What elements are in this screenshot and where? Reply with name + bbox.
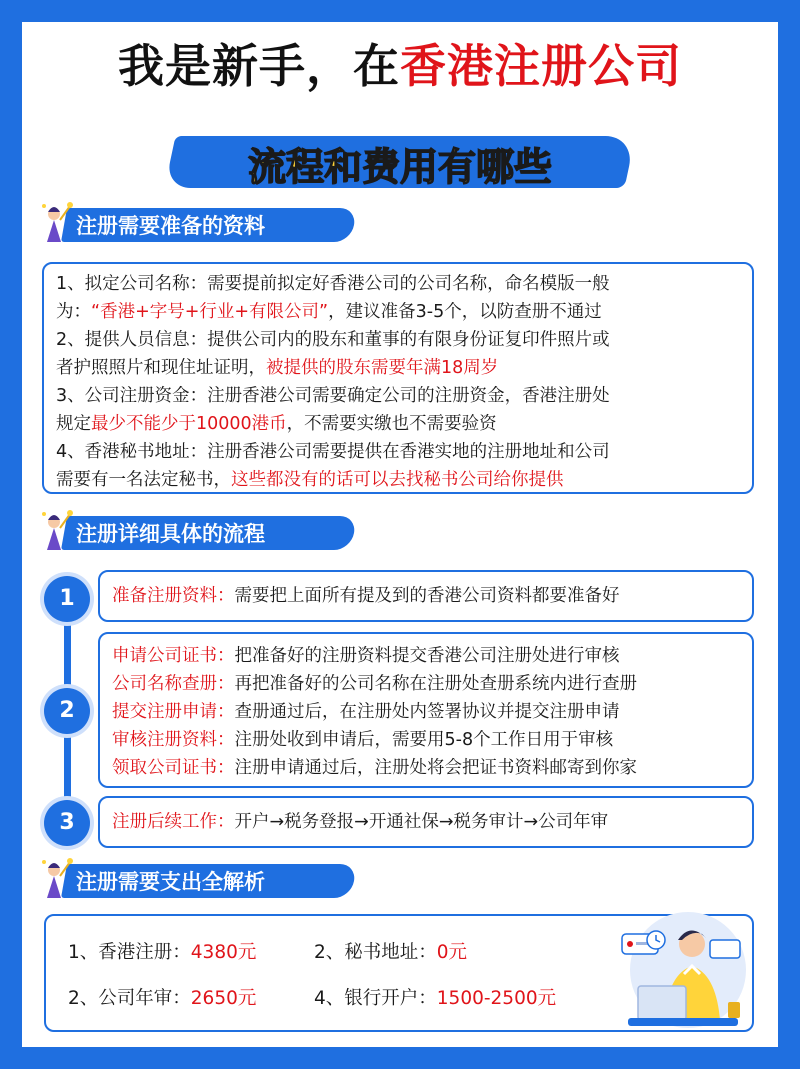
cost-label: 4、银行开户： bbox=[314, 988, 437, 1009]
step-row bbox=[112, 582, 740, 610]
cost-label: 2、公司年审： bbox=[68, 988, 191, 1009]
step-box-1 bbox=[98, 570, 754, 622]
section-costs-header bbox=[40, 856, 360, 900]
step-box-2 bbox=[98, 632, 754, 788]
step-label: 申请公司证书： bbox=[112, 646, 235, 666]
body-text: 3、公司注册资金：注册香港公司需要确定公司的注册资金，香港注册处 bbox=[56, 386, 610, 406]
step-text: 开户→税务登报→开通社保→税务审计→公司年审 bbox=[234, 812, 609, 832]
cost-label: 2、秘书地址： bbox=[314, 942, 437, 963]
material-line bbox=[56, 298, 740, 326]
step-row bbox=[112, 726, 740, 754]
step-row bbox=[112, 808, 740, 836]
material-line bbox=[56, 410, 740, 438]
body-text: 1、拟定公司名称：需要提前拟定好香港公司的公司名称，命名模版一般 bbox=[56, 274, 610, 294]
step-label: 注册后续工作： bbox=[112, 812, 235, 832]
material-line bbox=[56, 466, 740, 494]
highlight-text: 被提供的股东需要年满18周岁 bbox=[266, 358, 499, 378]
step-number-1: 1 bbox=[44, 576, 90, 622]
step-text: 需要把上面所有提及到的香港公司资料都要准备好 bbox=[234, 586, 620, 606]
cost-value: 4380元 bbox=[190, 942, 257, 963]
subtitle: 流程和费用有哪些 bbox=[247, 145, 552, 189]
material-line bbox=[56, 270, 740, 298]
body-text: ，建议准备3-5个，以防查册不通过 bbox=[328, 302, 602, 322]
step-label: 公司名称查册： bbox=[112, 674, 235, 694]
fairy-mascot-icon bbox=[40, 200, 74, 244]
step-text: 注册申请通过后，注册处将会把证书资料邮寄到你家 bbox=[234, 758, 637, 778]
fairy-mascot-icon bbox=[40, 508, 74, 552]
material-line bbox=[56, 438, 740, 466]
step-number-2: 2 bbox=[44, 688, 90, 734]
step-text: 注册处收到申请后，需要用5-8个工作日用于审核 bbox=[234, 730, 614, 750]
highlight-text: 这些都没有的话可以去找秘书公司给你提供 bbox=[231, 470, 564, 490]
subtitle-banner bbox=[170, 128, 630, 192]
step-text: 把准备好的注册资料提交香港公司注册处进行审核 bbox=[234, 646, 620, 666]
step-label: 审核注册资料： bbox=[112, 730, 235, 750]
section-title: 注册需要准备的资料 bbox=[76, 214, 265, 238]
step-row bbox=[112, 670, 740, 698]
step-label: 提交注册申请： bbox=[112, 702, 235, 722]
step-number-3: 3 bbox=[44, 800, 90, 846]
cost-item bbox=[68, 938, 256, 964]
cost-value: 1500-2500元 bbox=[436, 988, 557, 1009]
material-line bbox=[56, 326, 740, 354]
step-text: 再把准备好的公司名称在注册处查册系统内进行查册 bbox=[234, 674, 637, 694]
highlight-text: 最少不能少于10000港币 bbox=[91, 414, 287, 434]
step-row bbox=[112, 698, 740, 726]
body-text: 需要有一名法定秘书， bbox=[56, 470, 231, 490]
cost-value: 2650元 bbox=[190, 988, 257, 1009]
page-title bbox=[0, 30, 800, 96]
section-title: 注册详细具体的流程 bbox=[76, 522, 265, 546]
cost-item bbox=[314, 984, 556, 1010]
step-label: 领取公司证书： bbox=[112, 758, 235, 778]
fairy-mascot-icon bbox=[40, 856, 74, 900]
step-text: 查册通过后，在注册处内签署协议并提交注册申请 bbox=[234, 702, 620, 722]
person-at-laptop-illustration bbox=[598, 900, 758, 1030]
body-text: 4、香港秘书地址：注册香港公司需要提供在香港实地的注册地址和公司 bbox=[56, 442, 610, 462]
title-black: 我是新手，在 bbox=[118, 39, 400, 93]
body-text: 2、提供人员信息：提供公司内的股东和董事的有限身份证复印件照片或 bbox=[56, 330, 610, 350]
body-text: 为： bbox=[56, 302, 91, 322]
cost-value: 0元 bbox=[436, 942, 468, 963]
section-process-header bbox=[40, 508, 360, 552]
body-text: ，不需要实缴也不需要验资 bbox=[286, 414, 497, 434]
step-row bbox=[112, 642, 740, 670]
step-row bbox=[112, 754, 740, 782]
highlight-text: “香港+字号+行业+有限公司” bbox=[91, 302, 329, 322]
materials-box bbox=[42, 262, 754, 494]
cost-label: 1、香港注册： bbox=[68, 942, 191, 963]
section-title: 注册需要支出全解析 bbox=[76, 870, 265, 894]
section-materials-header bbox=[40, 200, 360, 244]
cost-item bbox=[68, 984, 256, 1010]
cost-item bbox=[314, 938, 467, 964]
title-red: 香港注册公司 bbox=[400, 39, 682, 93]
body-text: 者护照照片和现住址证明， bbox=[56, 358, 266, 378]
body-text: 规定 bbox=[56, 414, 91, 434]
step-label: 准备注册资料： bbox=[112, 586, 235, 606]
step-box-3 bbox=[98, 796, 754, 848]
material-line bbox=[56, 382, 740, 410]
material-line bbox=[56, 354, 740, 382]
